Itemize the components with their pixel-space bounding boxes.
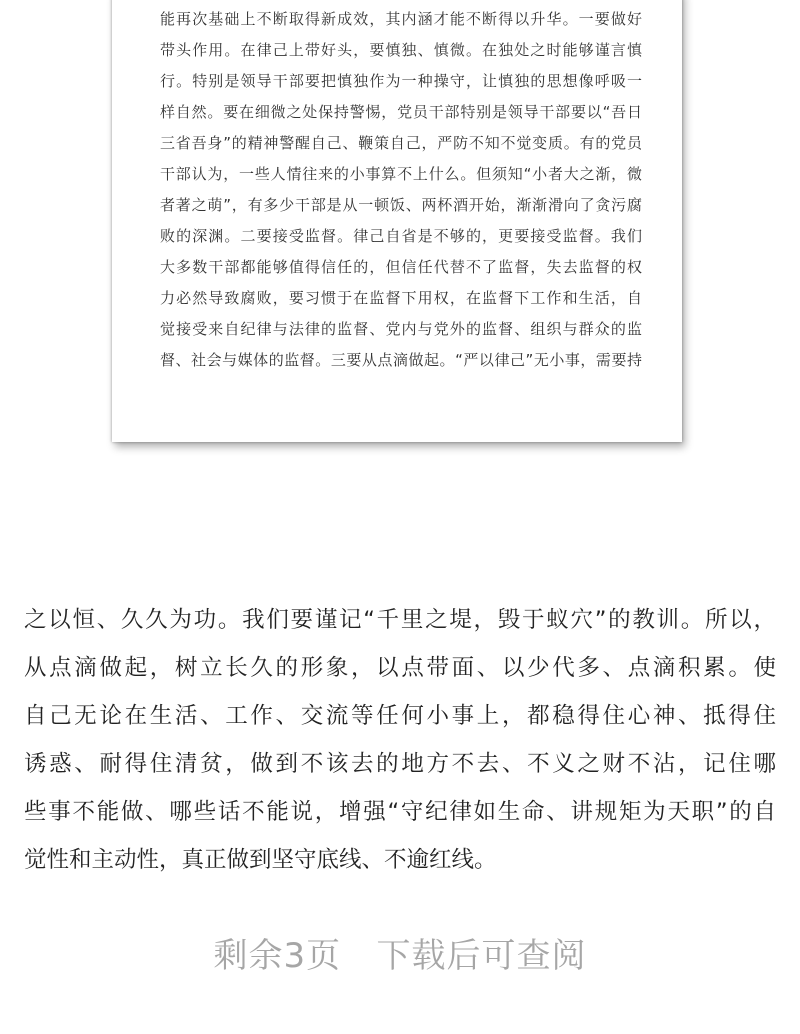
preview-line: 干部认为，一些人情往来的小事算不上什么。但须知“小者大之渐，微 [160,165,642,183]
preview-line: 三省吾身”的精神警醒自己、鞭策自己，严防不知不觉变质。有的党员 [160,134,642,152]
body-line: 之以恒、久久为功。我们要谨记“千里之堤，毁于蚁穴”的教训。所以， [24,607,776,633]
preview-line: 觉接受来自纪律与法律的监督、党内与党外的监督、组织与群众的监 [160,320,642,338]
remaining-pages-label: 剩余3页 [213,936,342,976]
body-line: 觉性和主动性，真正做到坚守底线、不逾红线。 [24,847,497,873]
body-line: 诱惑、耐得住清贫，做到不该去的地方不去、不义之财不沾，记住哪 [24,751,776,777]
body-line: 从点滴做起，树立长久的形象，以点带面、以少代多、点滴积累。使 [24,655,776,681]
body-line: 自己无论在生活、工作、交流等任何小事上，都稳得住心神、抵得住 [24,703,776,729]
preview-line: 能再次基础上不断取得新成效，其内涵才能不断得以升华。一要做好 [160,10,642,28]
continuation-text [24,596,776,884]
preview-line: 督、社会与媒体的监督。三要从点滴做起。“严以律己”无小事，需要持 [160,351,642,369]
preview-line: 样自然。要在细微之处保持警惕，党员干部特别是领导干部要以“吾日 [160,103,642,121]
document-preview-page [112,0,682,442]
preview-line: 败的深渊。二要接受监督。律己自省是不够的，更要接受监督。我们 [160,227,642,245]
body-line: 些事不能做、哪些话不能说，增强“守纪律如生命、讲规矩为天职”的自 [24,799,776,825]
download-prompt[interactable] [0,932,800,980]
preview-line: 大多数干部都能够值得信任的，但信任代替不了监督，失去监督的权 [160,258,642,276]
preview-line: 带头作用。在律己上带好头，要慎独、慎微。在独处之时能够谨言慎 [160,41,642,59]
preview-line: 力必然导致腐败，要习惯于在监督下用权，在监督下工作和生活，自 [160,289,642,307]
preview-line: 行。特别是领导干部要把慎独作为一种操守，让慎独的思想像呼吸一 [160,72,642,90]
preview-page-text [160,4,642,376]
preview-line: 者著之萌”，有多少干部是从一顿饭、两杯酒开始，渐渐滑向了贪污腐 [160,196,642,214]
download-hint-label: 下载后可查阅 [376,936,587,976]
